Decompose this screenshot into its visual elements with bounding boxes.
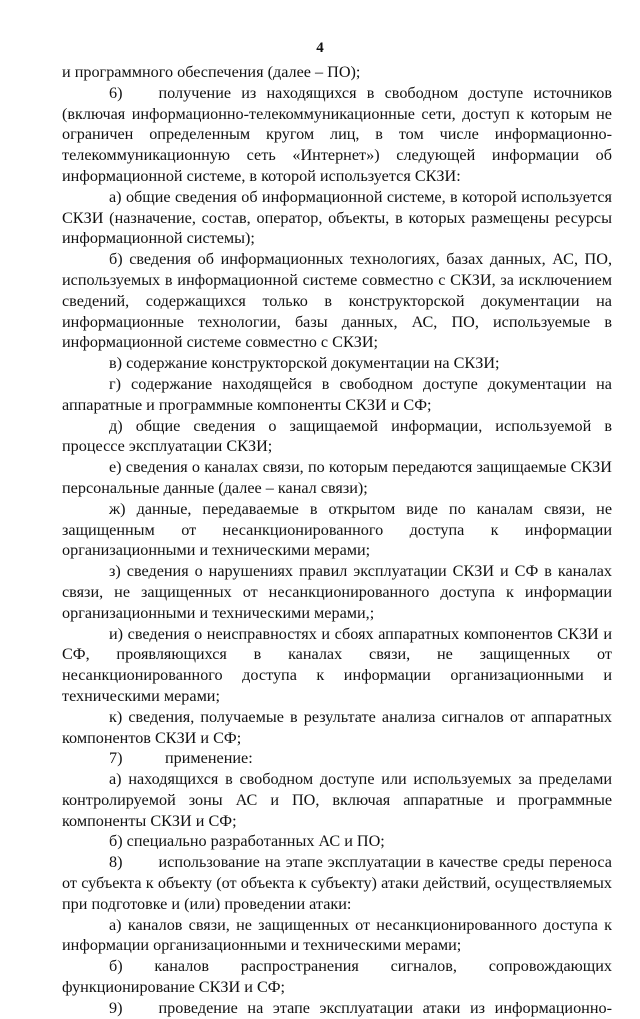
item-number: 7)	[109, 749, 123, 768]
subitem-b: б) каналов распространения сигналов, сопровождающих функционирование СКЗИ и СФ;	[62, 957, 612, 997]
document-body	[62, 62, 612, 1019]
paragraph-continuation: и программного обеспечения (далее – ПО);	[62, 63, 361, 81]
numbered-item-7	[62, 748, 612, 769]
subitem-a: а) каналов связи, не защищенных от несанкционированного доступа к информации организационными и техническими мерами;	[62, 915, 612, 955]
subitem-b: б) сведения об информационных технологиях, базах данных, АС, ПО, используемых в информационной системе совместно с СКЗИ, за исключением сведений, содержащихся только в конструкторской документации на информационные технологии, базы данных, АС, ПО, используемые в информационной системе совместно с СКЗИ;	[62, 250, 612, 352]
subitem-b: б) специально разработанных АС и ПО;	[109, 832, 385, 851]
subitem-g: г) содержание находящейся в свободном доступе документации на аппаратные и программные компоненты СКЗИ и СФ;	[62, 374, 612, 414]
numbered-item-8	[62, 852, 612, 914]
subitem-v: в) содержание конструкторской документации на СКЗИ;	[109, 354, 500, 373]
subitem-a: а) находящихся в свободном доступе или используемых за пределами контролируемой зоны АС и ПО, включая аппаратные и программные компоненты СКЗИ и СФ;	[62, 770, 612, 830]
subitem-e: е) сведения о каналах связи, по которым передаются защищаемые СКЗИ персональные данные (далее – канал связи);	[62, 458, 612, 497]
subitem-i: и) сведения о неисправностях и сбоях аппаратных компонентов СКЗИ и СФ, проявляющихся в каналах связи, не защищенных от несанкционированного доступа к информации организационными и техническими мерами;	[62, 624, 612, 705]
item-number: 9)	[109, 998, 123, 1017]
item-number: 6)	[109, 83, 123, 102]
page-number: 4	[316, 40, 324, 56]
subitem-z: з) сведения о нарушениях правил эксплуатации СКЗИ и СФ в каналах связи, не защищенных от несанкционированного доступа к информации организационными и техническими мерами,;	[62, 562, 612, 622]
subitem-k: к) сведения, получаемые в результате анализа сигналов от аппаратных компонентов СКЗИ и СФ;	[62, 707, 612, 747]
item-text: использование на этапе эксплуатации в качестве среды переноса от субъекта к объекту (от объекта к субъекту) атаки действий, осуществляемых при подготовке и (или) проведении атаки:	[62, 853, 612, 913]
subitem-d: д) общие сведения о защищаемой информации, используемой в процессе эксплуатации СКЗИ;	[62, 416, 612, 456]
subitem-zh: ж) данные, передаваемые в открытом виде по каналам связи, не защищенным от несанкционированного доступа к информации организационными и техническими мерами;	[62, 499, 612, 560]
item-number: 8)	[109, 853, 123, 872]
numbered-item-9	[62, 998, 612, 1019]
item-text: применение:	[165, 749, 253, 768]
numbered-item-6	[62, 83, 612, 187]
subitem-a: а) общие сведения об информационной системе, в которой используется СКЗИ (назначение, состав, оператор, объекты, в которых размещены ресурсы информационной системы);	[62, 187, 612, 248]
item-text: получение из находящихся в свободном доступе источников (включая информационно-телекоммуникационные сети, доступ к которым не ограничен определенным кругом лиц, в том числе информационно-телекоммуникационную сеть «Интернет») следующей информации об информационной системе, в которой используется СКЗИ:	[62, 83, 612, 185]
item-text: проведение на этапе эксплуатации атаки из информационно-	[158, 998, 612, 1017]
